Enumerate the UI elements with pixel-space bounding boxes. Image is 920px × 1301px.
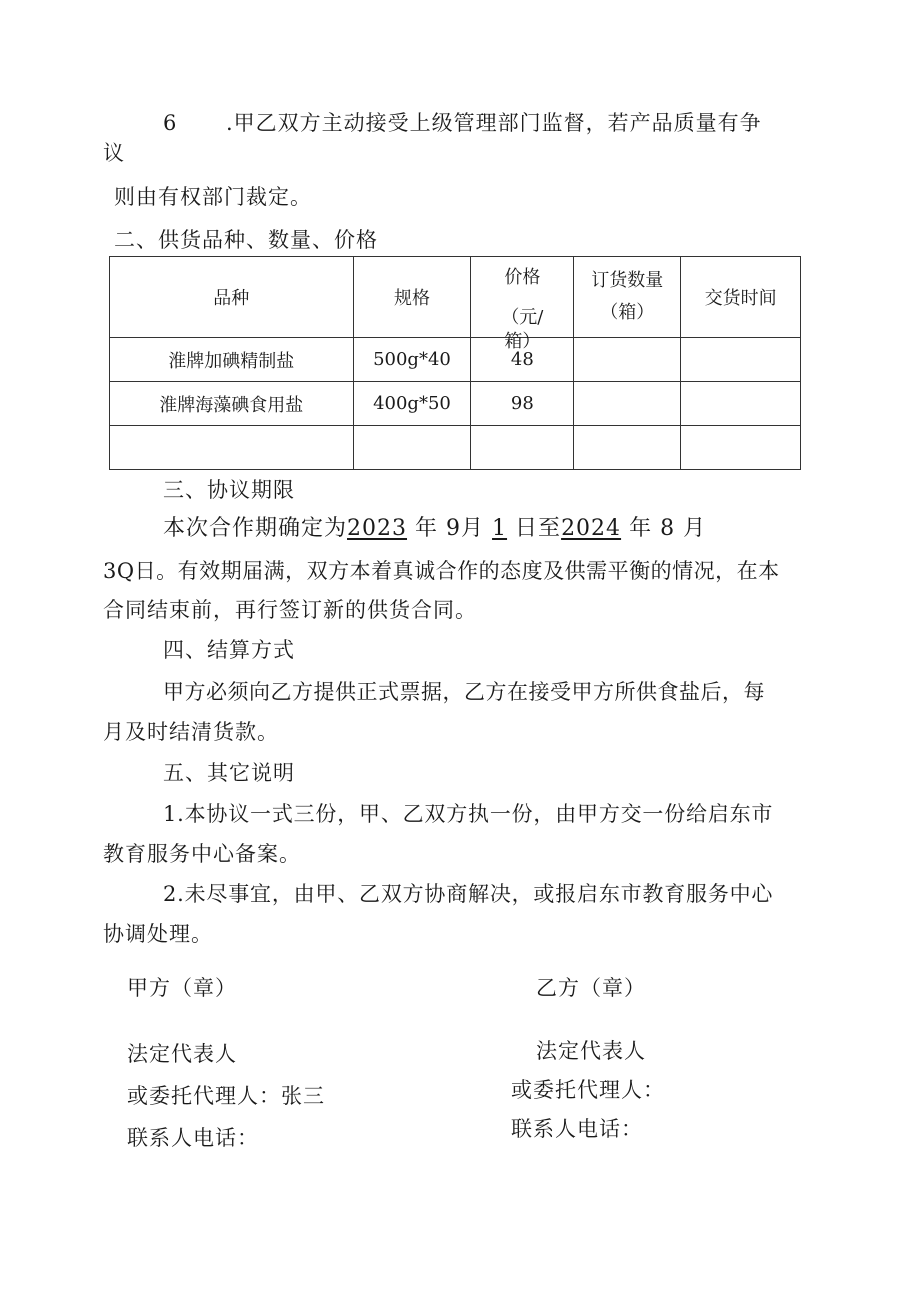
cell-spec [353,426,471,470]
header-price-line3: 箱） [504,331,541,352]
cell-variety: 淮牌海藻碘食用盐 [110,382,354,426]
section3-term-line3: 合同结束前，再行签订新的供货合同。 [103,598,477,622]
cell-spec: 400g*50 [353,382,471,426]
party-b-agent: 或委托代理人： [511,1078,665,1102]
header-price-line1: 价格 [504,267,541,288]
section5-heading: 五、其它说明 [163,761,295,785]
end-year-char: 年 [629,516,653,541]
month-char: 月 [461,516,485,541]
table-row [110,338,801,382]
section5-item1-line1: 1.本协议一式三份，甲、乙双方执一份，由甲方交一份给启东市 [163,802,774,826]
clause6-number: 6 [163,111,178,135]
party-b-rep: 法定代表人 [536,1039,646,1063]
section4-heading: 四、结算方式 [163,638,295,662]
cell-price: 98 [471,382,574,426]
start-day: 1 [492,516,508,541]
cell-price: 48 [471,338,574,382]
cell-variety [110,426,354,470]
header-price [471,257,574,352]
section2-heading: 二、供货品种、数量、价格 [114,228,378,252]
cell-delivery [681,426,801,470]
cell-spec: 500g*40 [353,338,471,382]
table-header-row [110,257,801,338]
header-quantity [574,257,681,338]
header-price-line2: （元/ [501,307,544,328]
section5-item2-line2: 协调处理。 [103,922,213,946]
cell-delivery [681,338,801,382]
cell-quantity [574,338,681,382]
end-month: 8 [660,516,676,541]
cell-quantity [574,382,681,426]
section3-term-line1 [163,518,706,540]
table-row [110,426,801,470]
header-qty-line2: （箱） [600,302,655,323]
cell-quantity [574,426,681,470]
party-a-rep: 法定代表人 [127,1042,237,1066]
party-a-phone: 联系人电话： [127,1126,259,1150]
section3-heading: 三、协议期限 [163,478,295,502]
clause6-wrap: 议 [103,141,125,165]
table-row [110,382,801,426]
start-month: 9 [446,516,462,541]
section4-line2: 月及时结清货款。 [103,720,279,744]
section5-item1-line2: 教育服务中心备案。 [103,842,301,866]
clause6-text: .甲乙双方主动接受上级管理部门监督，若产品质量有争 [226,111,762,135]
section3-term-line2: 3Q日。有效期届满，双方本着真诚合作的态度及供需平衡的情况，在本 [103,559,780,583]
start-year: 2023 [347,516,408,541]
cell-price [471,426,574,470]
goods-table [109,256,801,470]
header-spec: 规格 [353,257,471,338]
end-month-char: 月 [683,516,707,541]
clause6-line2: 则由有权部门裁定。 [114,185,312,209]
day-char: 日至 [515,516,562,541]
party-b-phone: 联系人电话： [511,1117,643,1141]
term-prefix: 本次合作期确定为 [163,516,348,541]
party-a-seal: 甲方（章） [127,976,237,1000]
end-year: 2024 [561,516,622,541]
section5-item2-line1: 2.未尽事宜，由甲、乙双方协商解决，或报启东市教育服务中心 [163,882,774,906]
header-qty-line1: 订货数量 [591,270,664,291]
year-char: 年 [415,516,439,541]
party-b-seal: 乙方（章） [536,976,646,1000]
party-a-agent: 或委托代理人：张三 [127,1084,325,1108]
header-variety: 品种 [110,257,354,338]
cell-variety: 淮牌加碘精制盐 [110,338,354,382]
header-delivery: 交货时间 [681,257,801,338]
section4-line1: 甲方必须向乙方提供正式票据，乙方在接受甲方所供食盐后，每 [163,680,765,704]
cell-delivery [681,382,801,426]
